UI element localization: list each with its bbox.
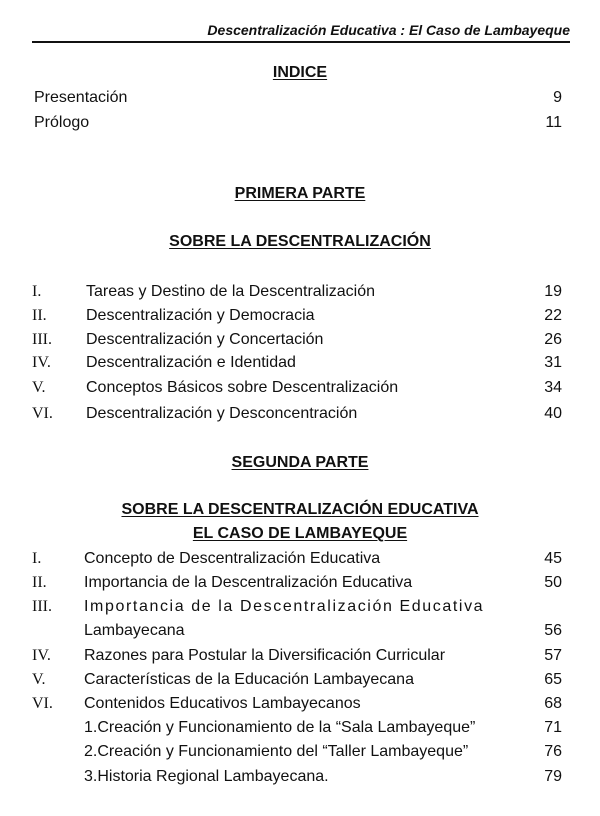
toc-subentry-title: 2.Creación y Funcionamiento del “Taller Lambayeque”	[84, 743, 469, 760]
toc-entry-page: 19	[544, 283, 562, 300]
toc-entry-page: 56	[544, 622, 562, 639]
toc-entry-presentacion	[0, 87, 600, 109]
toc-entry	[0, 305, 600, 327]
toc-entry	[0, 377, 600, 399]
toc-entry-title: Descentralización y Democracia	[86, 307, 315, 324]
toc-numeral: II.	[32, 307, 47, 324]
toc-entry-page: 40	[544, 405, 562, 422]
toc-numeral: I.	[32, 283, 42, 300]
toc-numeral: II.	[32, 574, 47, 591]
toc-entry-title: Prólogo	[34, 114, 90, 131]
toc-entry	[0, 352, 600, 374]
toc-entry-title: Concepto de Descentralización Educativa	[84, 550, 381, 567]
toc-entry	[0, 281, 600, 303]
toc-entry-prologo	[0, 112, 600, 134]
toc-entry-page: 57	[544, 647, 562, 664]
toc-entry-page: 34	[544, 379, 562, 396]
toc-entry-title: Conceptos Básicos sobre Descentralización	[86, 379, 399, 396]
toc-subentry	[0, 766, 600, 788]
toc-entry-page: 22	[544, 307, 562, 324]
part1-subtitle: SOBRE LA DESCENTRALIZACIÓN	[169, 233, 431, 250]
toc-entry-page: 45	[544, 550, 562, 567]
toc-entry-page: 68	[544, 695, 562, 712]
toc-entry-title: Presentación	[34, 89, 128, 106]
toc-entry-title: Descentralización y Desconcentración	[86, 405, 358, 422]
toc-subentry-title: 3.Historia Regional Lambayecana.	[84, 768, 329, 785]
part1-label: PRIMERA PARTE	[234, 185, 366, 202]
toc-entry	[0, 403, 600, 425]
toc-entry-continuation	[0, 620, 600, 642]
toc-entry-title: Importancia de la Descentralización Educativa	[84, 598, 485, 615]
toc-entry	[0, 572, 600, 594]
toc-entry-page: 26	[544, 331, 562, 348]
toc-entry-title: Contenidos Educativos Lambayecanos	[84, 695, 361, 712]
toc-subentry-title: 1.Creación y Funcionamiento de la “Sala Lambayeque”	[84, 719, 476, 736]
toc-numeral: I.	[32, 550, 42, 567]
index-title: INDICE	[272, 64, 328, 81]
toc-numeral: III.	[32, 598, 52, 615]
running-header: Descentralización Educativa : El Caso de Lambayeque	[207, 22, 570, 38]
toc-subentry	[0, 717, 600, 739]
header-rule	[32, 41, 570, 43]
toc-numeral: IV.	[32, 354, 51, 371]
toc-numeral: V.	[32, 379, 46, 396]
toc-numeral: VI.	[32, 405, 53, 422]
toc-entry-title: Razones para Postular la Diversificación Curricular	[84, 647, 446, 664]
toc-subentry	[0, 741, 600, 763]
toc-entry-page: 76	[544, 743, 562, 760]
toc-entry-page: 11	[545, 114, 562, 131]
toc-entry-page: 71	[544, 719, 562, 736]
toc-entry-title-cont: Lambayecana	[84, 622, 185, 639]
toc-entry-page: 50	[544, 574, 562, 591]
toc-entry-title: Descentralización y Concertación	[86, 331, 324, 348]
toc-entry	[0, 548, 600, 570]
toc-entry-page: 79	[544, 768, 562, 785]
toc-entry-title: Descentralización e Identidad	[86, 354, 296, 371]
toc-entry-title: Tareas y Destino de la Descentralización	[86, 283, 376, 300]
toc-numeral: IV.	[32, 647, 51, 664]
toc-entry	[0, 693, 600, 715]
toc-entry	[0, 669, 600, 691]
toc-entry	[0, 645, 600, 667]
toc-numeral: VI.	[32, 695, 53, 712]
toc-entry-page: 9	[553, 89, 562, 106]
toc-entry	[0, 329, 600, 351]
part2-subtitle-line1: SOBRE LA DESCENTRALIZACIÓN EDUCATIVA	[121, 501, 479, 518]
toc-entry	[0, 596, 600, 618]
toc-entry-title: Importancia de la Descentralización Educativa	[84, 574, 413, 591]
toc-entry-page: 65	[544, 671, 562, 688]
toc-entry-title: Características de la Educación Lambayecana	[84, 671, 414, 688]
part2-subtitle-line2: EL CASO DE LAMBAYEQUE	[192, 525, 408, 542]
toc-numeral: V.	[32, 671, 46, 688]
part2-label: SEGUNDA PARTE	[231, 454, 369, 471]
toc-entry-page: 31	[544, 354, 562, 371]
toc-numeral: III.	[32, 331, 52, 348]
